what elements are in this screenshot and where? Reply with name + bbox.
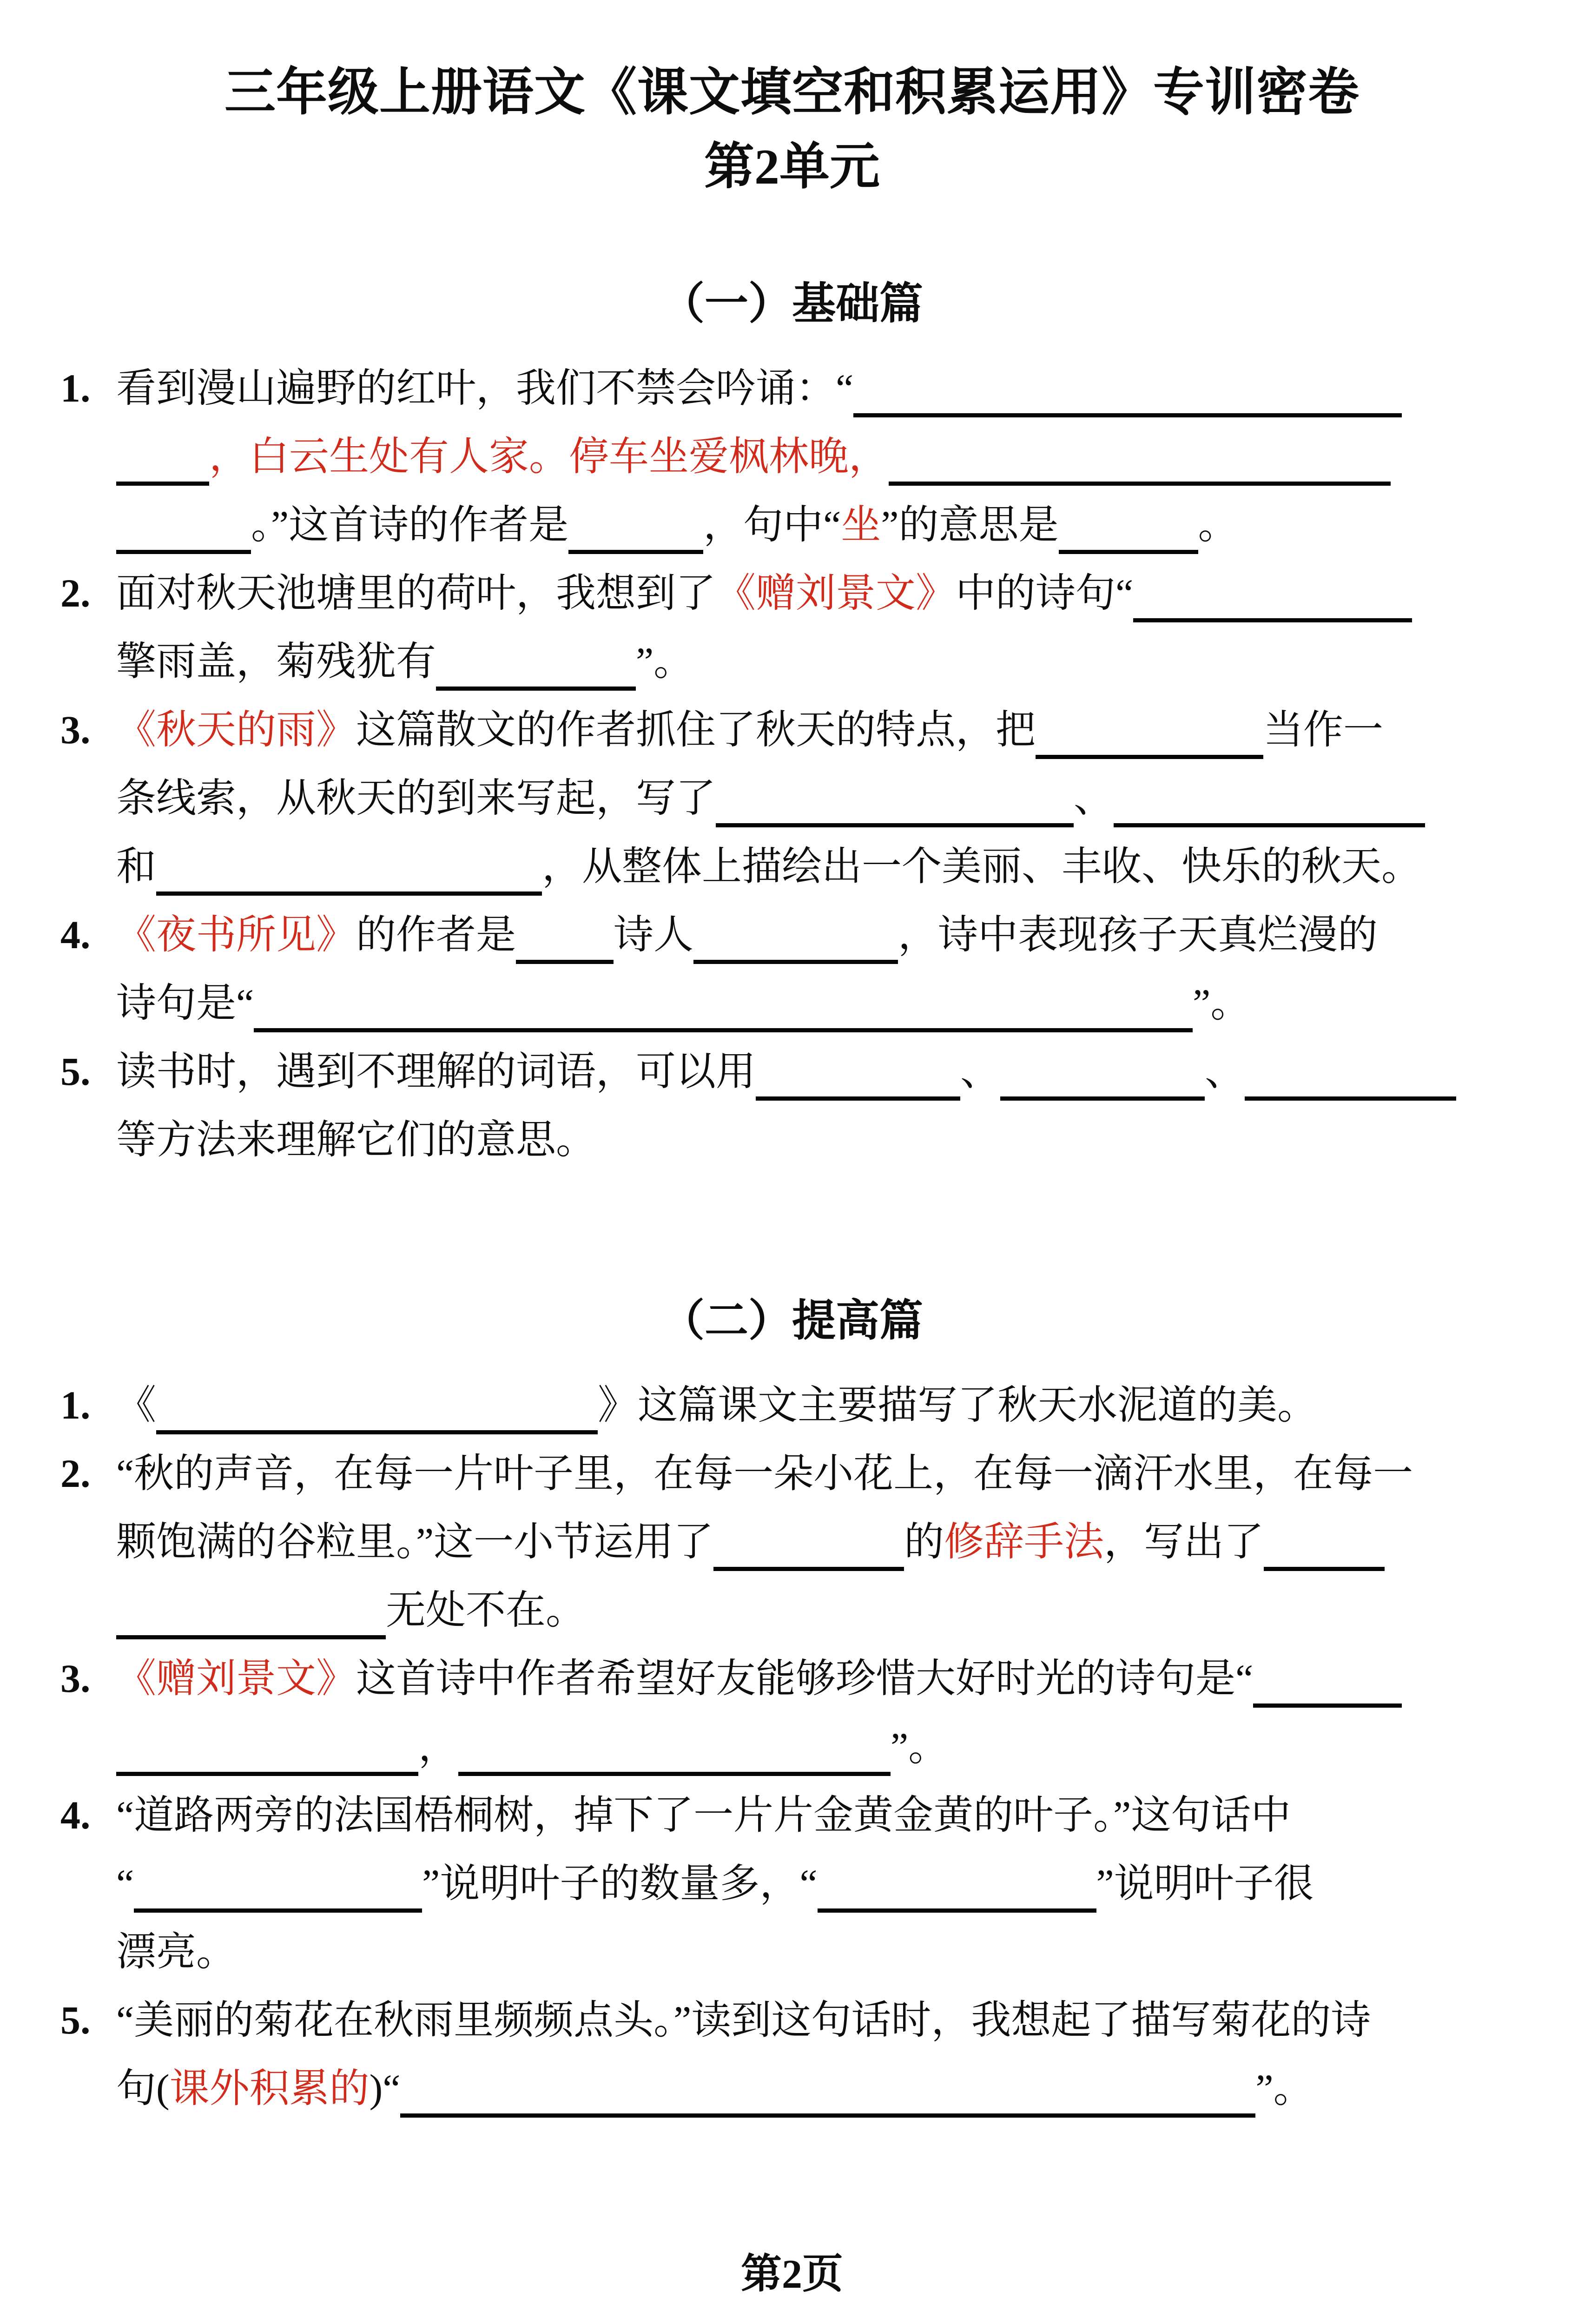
question-text: 中的诗句“: [956, 571, 1134, 615]
question-text: ”。: [636, 639, 694, 684]
question-text: 这篇散文的作者抓住了秋天的特点，把: [356, 707, 1036, 752]
question-text: 和: [116, 844, 156, 889]
answer-blank[interactable]: [713, 1550, 904, 1571]
question-text: 、: [1205, 1049, 1245, 1094]
question-text: ”说明叶子很: [1096, 1861, 1314, 1906]
question-text: 这首诗中作者希望好友能够珍惜大好时光的诗句是“: [356, 1656, 1254, 1701]
answer-blank[interactable]: [436, 670, 636, 691]
worksheet-page: [0, 55, 1584, 2324]
answer-blank[interactable]: [116, 1618, 386, 1639]
question-text: 、: [960, 1049, 1000, 1094]
question-number: 3.: [60, 707, 91, 752]
section-basic: [0, 273, 1584, 1174]
question-text: “: [116, 1861, 134, 1906]
question-number: 5.: [60, 1998, 91, 2042]
answer-blank[interactable]: [458, 1755, 891, 1776]
question-first-line: [60, 901, 1556, 969]
question-cont-line: [60, 969, 1556, 1037]
question-first-line: [60, 559, 1556, 627]
question-text: 等方法来理解它们的意思。: [116, 1117, 596, 1162]
question-text: )“: [369, 2066, 401, 2111]
answer-blank[interactable]: [568, 533, 703, 554]
answer-blank[interactable]: [756, 1080, 960, 1101]
answer-blank[interactable]: [116, 1755, 418, 1776]
question-text: ，写出了: [1104, 1519, 1264, 1564]
question-cont-line: [60, 1106, 1556, 1174]
question-text: ”的意思是: [881, 502, 1059, 547]
question-text: 条线索，从秋天的到来写起，写了: [116, 776, 716, 820]
answer-blank[interactable]: [1114, 806, 1425, 827]
question-number: 3.: [60, 1656, 91, 1701]
question-text: 漂亮。: [116, 1929, 236, 1974]
answer-blank[interactable]: [1059, 533, 1198, 554]
answer-blank[interactable]: [156, 875, 542, 896]
answer-blank[interactable]: [853, 396, 1402, 417]
question-text: 当作一: [1263, 707, 1383, 752]
question-cont-line: [60, 1918, 1556, 1986]
question-text: 、: [1074, 776, 1114, 820]
question-first-line: [60, 1439, 1556, 1508]
answer-blank[interactable]: [1264, 1550, 1385, 1571]
question-text: 。”这首诗的作者是: [251, 502, 569, 547]
section-advanced-questions: [0, 1371, 1584, 2123]
question-number: 4.: [60, 1793, 91, 1837]
question-first-line: [60, 1037, 1556, 1106]
question-first-line: [60, 1986, 1556, 2054]
question-cont-line: [60, 1849, 1556, 1918]
question-cont-line: [60, 832, 1556, 901]
question-cont-line: [60, 1508, 1556, 1576]
highlight-red-text: 《赠刘景文》: [116, 1656, 356, 1701]
answer-blank[interactable]: [156, 1413, 598, 1434]
question-number: 5.: [60, 1049, 91, 1094]
answer-blank[interactable]: [134, 1892, 422, 1913]
question-text: ”。: [1255, 2066, 1313, 2111]
question-first-line: [60, 1781, 1556, 1849]
answer-blank[interactable]: [818, 1892, 1096, 1913]
question-number: 4.: [60, 912, 91, 957]
question-text: 无处不在。: [386, 1588, 586, 1632]
question-text: “美丽的菊花在秋雨里频频点头。”读到这句话时，我想起了描写菊花的诗: [116, 1998, 1371, 2042]
answer-blank[interactable]: [889, 465, 1391, 486]
highlight-red-text: 《夜书所见》: [116, 912, 356, 957]
answer-blank[interactable]: [1133, 601, 1412, 622]
question-text: ”说明叶子的数量多，“: [422, 1861, 818, 1906]
answer-blank[interactable]: [116, 533, 251, 554]
question-text: 的作者是: [356, 912, 516, 957]
question-text: 面对秋天池塘里的荷叶，我想到了: [116, 571, 716, 615]
highlight-red-text: 《秋天的雨》: [116, 707, 356, 752]
question-cont-line: [60, 491, 1556, 559]
question-text: 颗饱满的谷粒里。”这一小节运用了: [116, 1519, 714, 1564]
question-text: ”。: [1193, 981, 1251, 1025]
highlight-red-text: 坐: [841, 502, 881, 547]
question-cont-line: [60, 1576, 1556, 1644]
answer-blank[interactable]: [1000, 1080, 1205, 1101]
worksheet-document: [0, 55, 1584, 2324]
question-text: 擎雨盖，菊残犹有: [116, 639, 436, 684]
answer-blank[interactable]: [254, 1011, 1193, 1032]
section-heading-advanced: （二）提高篇: [660, 1297, 923, 1345]
question-number: 1.: [60, 1383, 91, 1427]
question-text: 读书时，遇到不理解的词语，可以用: [116, 1049, 756, 1094]
answer-blank[interactable]: [400, 2097, 1255, 2118]
question-text: “道路两旁的法国梧桐树，掉下了一片片金黄金黄的叶子。”这句话中: [116, 1793, 1291, 1837]
question-first-line: [60, 696, 1556, 764]
question-text: ，: [418, 1724, 458, 1769]
question-cont-line: [60, 2054, 1556, 2123]
question-text: 看到漫山遍野的红叶，我们不禁会吟诵：“: [116, 366, 854, 410]
worksheet-title: 三年级上册语文《课文填空和积累运用》专训密卷: [224, 64, 1360, 121]
question-number: 2.: [60, 571, 91, 615]
question-cont-line: [60, 423, 1556, 491]
answer-blank[interactable]: [116, 465, 209, 486]
worksheet-subtitle-unit: 第2单元: [704, 139, 880, 195]
question-text: 诗人: [614, 912, 693, 957]
answer-blank[interactable]: [1245, 1080, 1456, 1101]
question-text: 《: [116, 1383, 156, 1427]
question-text: ，诗中表现孩子天真烂漫的: [898, 912, 1378, 957]
highlight-red-text: 课外积累的: [169, 2066, 370, 2111]
question-text: ，从整体上描绘出一个美丽、丰收、快乐的秋天。: [542, 844, 1421, 889]
answer-blank[interactable]: [516, 943, 614, 964]
question-first-line: [60, 1371, 1556, 1439]
question-text: 的: [904, 1519, 944, 1564]
question-number: 1.: [60, 366, 91, 410]
section-advanced: [0, 1290, 1584, 2123]
section-heading-basic: （一）基础篇: [660, 280, 923, 328]
highlight-red-text: 修辞手法: [944, 1519, 1104, 1564]
section-basic-questions: [0, 354, 1584, 1174]
highlight-red-text: ，白云生处有人家。停车坐爱枫林晚，: [209, 434, 889, 479]
highlight-red-text: 《赠刘景文》: [716, 571, 956, 615]
answer-blank[interactable]: [1253, 1687, 1402, 1708]
question-text: ，句中“: [703, 502, 841, 547]
question-first-line: [60, 1644, 1556, 1713]
answer-blank[interactable]: [1036, 738, 1263, 759]
question-text: 》这篇课文主要描写了秋天水泥道的美。: [598, 1383, 1317, 1427]
question-number: 2.: [60, 1451, 91, 1496]
answer-blank[interactable]: [716, 806, 1074, 827]
question-text: 诗句是“: [116, 981, 254, 1025]
page-number: 第2页: [740, 2252, 843, 2297]
answer-blank[interactable]: [693, 943, 898, 964]
question-text: 。: [1198, 502, 1238, 547]
question-text: 句(: [116, 2066, 170, 2111]
question-text: “秋的声音，在每一片叶子里，在每一朵小花上，在每一滴汗水里，在每一: [116, 1451, 1413, 1496]
question-first-line: [60, 354, 1556, 423]
question-cont-line: [60, 1713, 1556, 1781]
question-cont-line: [60, 627, 1556, 696]
question-cont-line: [60, 764, 1556, 832]
question-text: ”。: [891, 1724, 949, 1769]
